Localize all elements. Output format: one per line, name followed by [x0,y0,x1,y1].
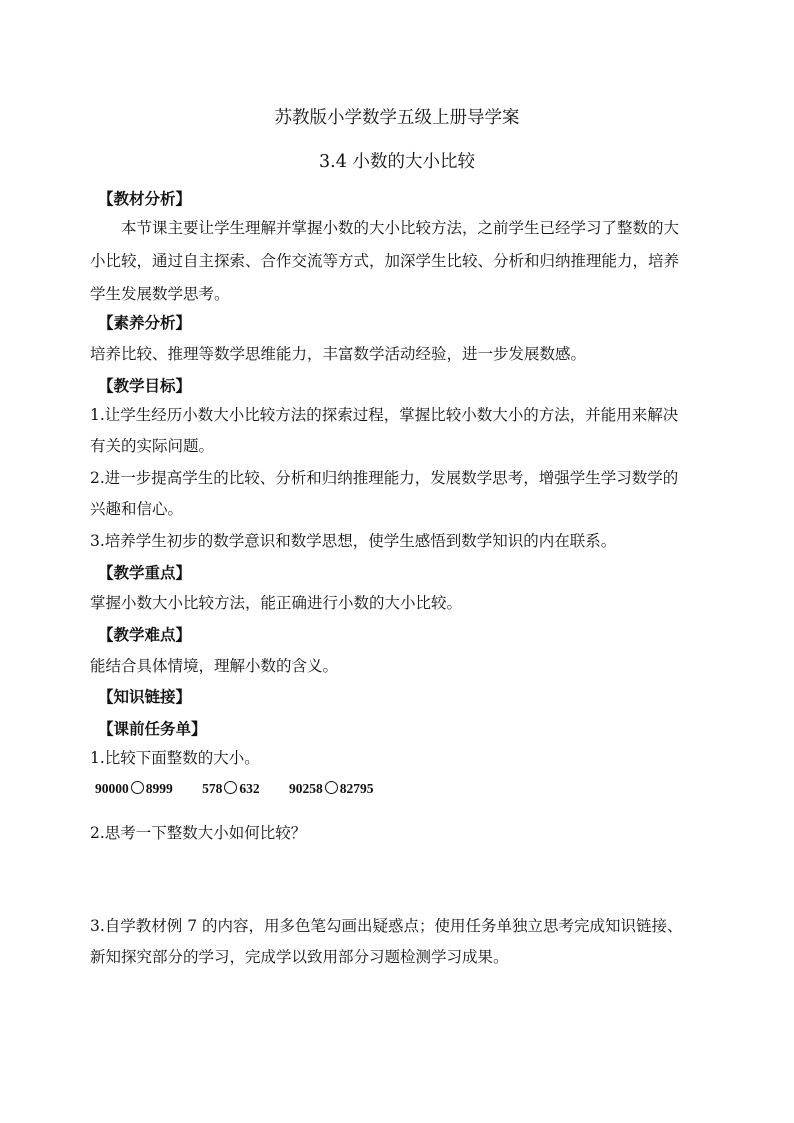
goal-text-line: 兴趣和信心。 [90,500,184,518]
task-item-3-line: 3.自学教材例 7 的内容，用多色笔勾画出疑惑点；使用任务单独立思考完成知识链接、 [90,917,683,935]
comparison-item: 578 632 [202,781,260,796]
goal-text-line: 3.培养学生初步的数学意识和数学思想，使学生感悟到数学知识的内在联系。 [90,532,617,550]
compare-blank-circle [325,781,338,794]
section-heading-pre-class-tasks: 【课前任务单】 [98,719,207,738]
section-heading-knowledge-link: 【知识链接】 [98,687,192,706]
analysis-text-line: 本节课主要让学生理解并掌握小数的大小比较方法，之前学生已经学习了整数的大 [121,219,680,237]
comparison-item: 90000 8999 [95,781,173,796]
section-heading-key-point: 【教学重点】 [98,563,192,582]
section-heading-goals: 【教学目标】 [98,376,192,395]
difficulty-text: 能结合具体情境，理解小数的含义。 [90,657,339,675]
compare-blank-circle [224,781,237,794]
goal-text-line: 2.进一步提高学生的比较、分析和归纳推理能力，发展数学思考，增强学生学习数学的 [90,469,679,487]
compare-blank-circle [131,781,144,794]
section-heading-analysis: 【教材分析】 [98,189,192,208]
goal-text-line: 1.让学生经历小数大小比较方法的探索过程，掌握比较小数大小的方法，并能用来解决 [90,406,679,424]
task-item-2: 2.思考一下整数大小如何比较？ [90,824,307,842]
comparison-item: 90258 82795 [289,781,374,796]
section-heading-literacy: 【素养分析】 [98,313,192,332]
analysis-text-line: 小比较，通过自主探索、合作交流等方式，加深学生比较、分析和归纳推理能力，培养 [90,252,680,270]
task-item-1: 1.比较下面整数的大小。 [90,749,260,767]
literacy-text-line: 培养比较、推理等数学思维能力，丰富数学活动经验，进一步发展数感。 [90,345,587,363]
document-title: 苏教版小学数学五级上册导学案 [274,108,520,128]
task-item-3-line: 新知探究部分的学习，完成学以致用部分习题检测学习成果。 [90,948,509,966]
lesson-subtitle: 3.4 小数的大小比较 [319,152,475,172]
analysis-text-line: 学生发展数学思考。 [90,285,230,303]
goal-text-line: 有关的实际问题。 [90,437,215,455]
integer-comparison-row [95,781,400,797]
key-point-text: 掌握小数大小比较方法，能正确进行小数的大小比较。 [90,594,463,612]
section-heading-difficulty: 【教学难点】 [98,625,192,644]
